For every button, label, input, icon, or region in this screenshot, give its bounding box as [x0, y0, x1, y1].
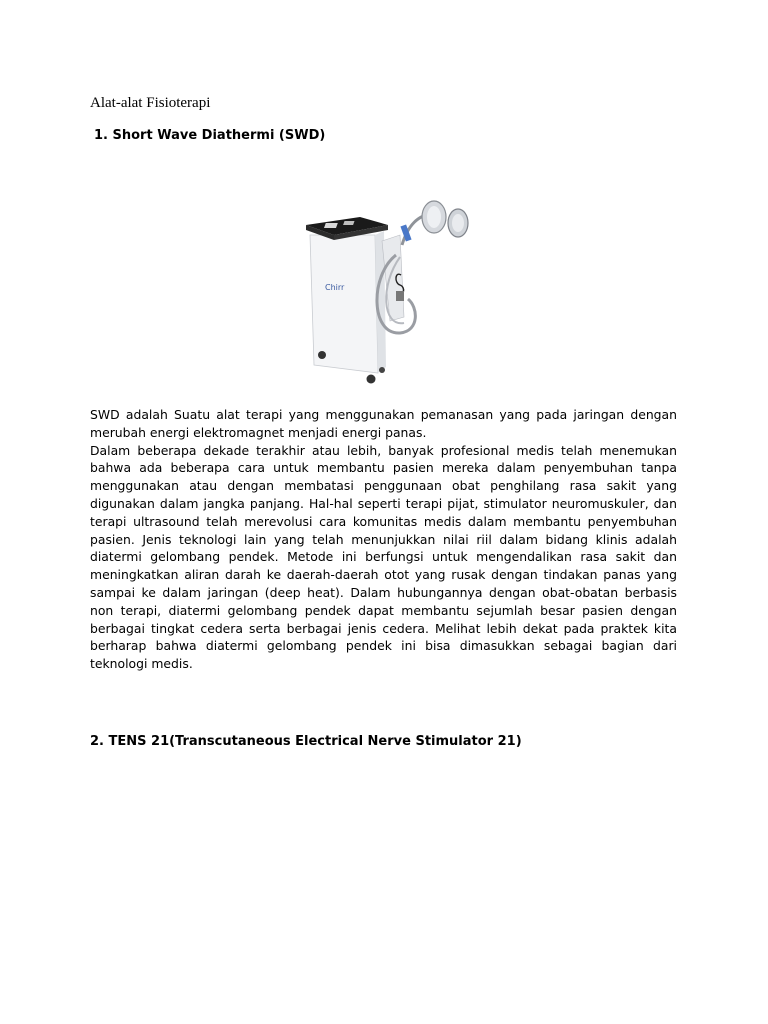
device-brand-label: Chirr — [325, 283, 345, 292]
section-heading-swd: 1. Short Wave Diathermi (SWD) — [94, 128, 326, 143]
document-title: Alat-alat Fisioterapi — [90, 95, 211, 111]
paragraph-swd-definition: SWD adalah Suatu alat terapi yang menggunakan pemanasan yang pada jaringan dengan merubah energi elektromagnet menjadi energi panas. — [90, 407, 677, 440]
section-heading-tens: 2. TENS 21(Transcutaneous Electrical Nerve Stimulator 21) — [90, 734, 522, 749]
body-text — [90, 406, 677, 673]
paragraph-swd-description: Dalam beberapa dekade terakhir atau lebih, banyak profesional medis telah menemukan bahwa ada beberapa cara untuk membantu pasien mereka dalam penyembuhan tanpa menggunakan atau dengan membatasi penggunaan obat penghilang rasa sakit yang digunakan dalam jangka panjang. Hal-hal seperti terapi pijat, stimulator neuromuskuler, dan terapi ultrasound telah merevolusi cara komunitas medis dalam membantu penyembuhan pasien. Jenis teknologi lain yang telah menunjukkan nilai riil dalam bidang klinis adalah diatermi gelombang pendek. Metode ini berfungsi untuk mengendalikan rasa sakit dan meningkatkan aliran darah ke daerah-daerah otot yang rusak dengan tindakan panas yang sampai ke dalam jaringan (deep heat). Dalam hubungannya dengan obat-obatan berbasis non terapi, diatermi gelombang pendek dapat membantu sejumlah besar pasien dengan berbagai tingkat cedera serta berbagai jenis cedera. Melihat lebih dekat pada praktek kita berharap bahwa diatermi gelombang pendek ini bisa dimasukkan sebagai bagian dari teknologi medis. — [90, 442, 677, 672]
swd-device-image — [300, 195, 475, 390]
